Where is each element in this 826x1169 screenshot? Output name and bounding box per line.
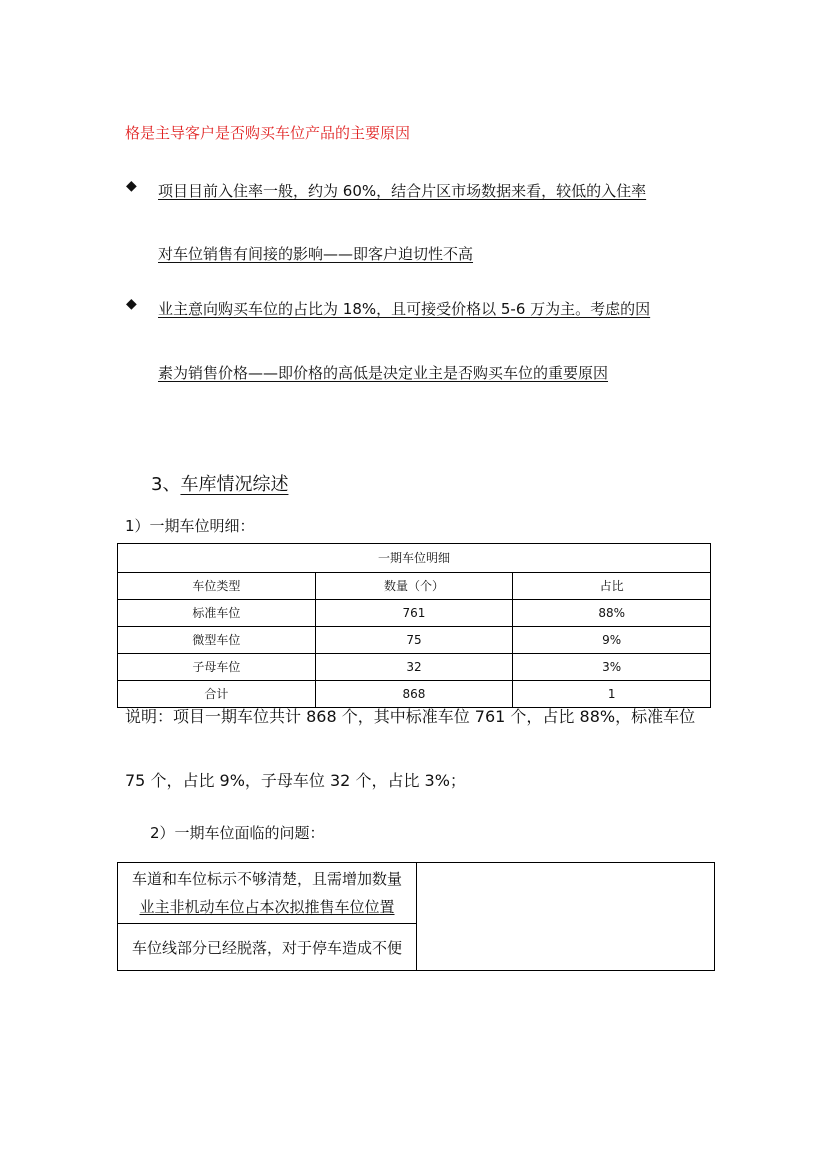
section-number: 3、: [151, 474, 181, 495]
table-cell: 9%: [513, 627, 711, 654]
table-cell: 868: [315, 681, 513, 708]
table-header: 车位类型: [118, 573, 316, 600]
table-header: 占比: [513, 573, 711, 600]
table-header: 数量（个）: [315, 573, 513, 600]
note-line-1: 说明：项目一期车位共计 868 个，其中标准车位 761 个，占比 88%，标准车位: [125, 707, 696, 726]
bullet-2-line-1: 业主意向购买车位的占比为 18%，且可接受价格以 5-6 万为主。考虑的因: [158, 300, 651, 318]
subsection-1-heading: 1）一期车位明细：: [125, 517, 255, 535]
issue-1: 车道和车位标示不够清楚，且需增加数量: [131, 870, 402, 888]
intro-line: 格是主导客户是否购买车位产品的主要原因: [125, 124, 411, 142]
table-cell: 761: [315, 600, 513, 627]
bullet-2-line-2: 素为销售价格——即价格的高低是决定业主是否购买车位的重要原因: [158, 364, 609, 382]
issues-cell-bottom: [118, 924, 417, 971]
issues-right-cell: [417, 863, 715, 971]
bullet-1-line-1: 项目目前入住率一般，约为 60%，结合片区市场数据来看，较低的入住率: [158, 182, 647, 200]
section-title: 车库情况综述: [180, 474, 289, 495]
table-cell: 子母车位: [118, 654, 316, 681]
table-cell: 3%: [513, 654, 711, 681]
table-row: [118, 627, 711, 654]
table-cell: 88%: [513, 600, 711, 627]
parking-detail-table: [117, 543, 711, 708]
table-row: [118, 600, 711, 627]
table-cell: 32: [315, 654, 513, 681]
issues-cell-top: [118, 863, 417, 924]
table-row: [118, 654, 711, 681]
bullet-1-line-2: 对车位销售有间接的影响——即客户迫切性不高: [158, 245, 474, 263]
table-cell: 1: [513, 681, 711, 708]
note-line-2: 75 个，占比 9%，子母车位 32 个，占比 3%；: [125, 771, 466, 790]
subsection-2-heading: 2）一期车位面临的问题：: [150, 824, 325, 842]
bullet-diamond-icon: ◆: [126, 178, 137, 194]
table-cell: 标准车位: [118, 600, 316, 627]
table-cell: 75: [315, 627, 513, 654]
table-cell: 微型车位: [118, 627, 316, 654]
issue-3: 车位线部分已经脱落，对于停车造成不便: [131, 939, 402, 957]
issue-2: 业主非机动车位占本次拟推售车位位置: [139, 898, 395, 916]
bullet-diamond-icon: ◆: [126, 296, 137, 312]
section-heading: [151, 470, 288, 496]
issues-table: [117, 862, 715, 971]
table-title: 一期车位明细: [118, 544, 711, 573]
table-cell: 合计: [118, 681, 316, 708]
